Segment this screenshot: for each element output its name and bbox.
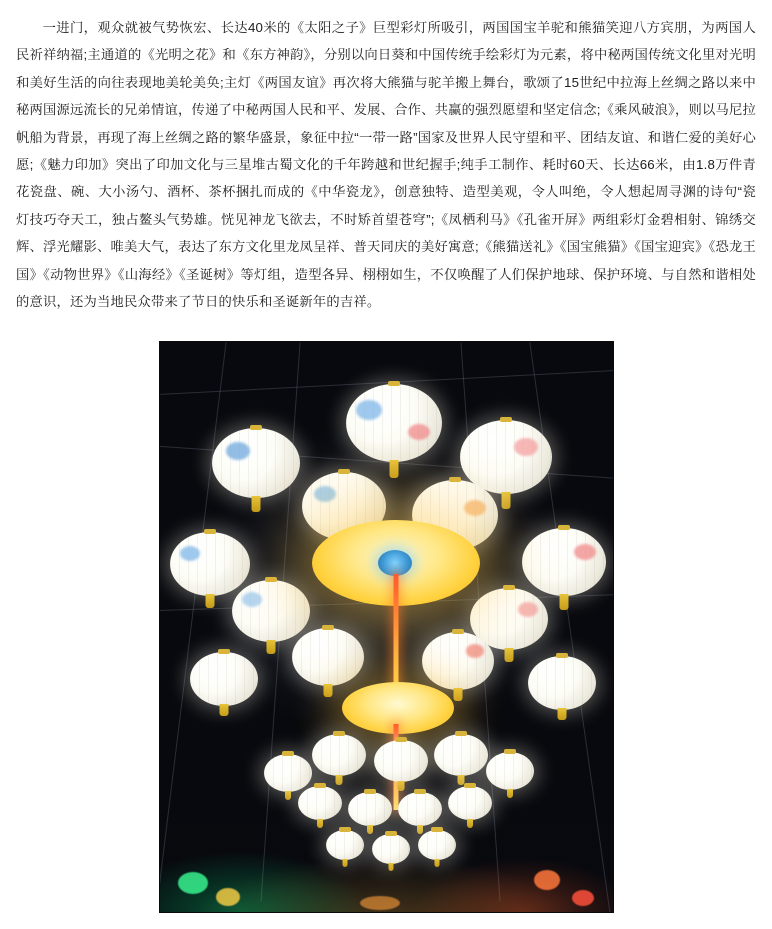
article-paragraph: 一进门，观众就被气势恢宏、长达40米的《太阳之子》巨型彩灯所吸引，两国国宝羊驼和熊猫笑迎八方宾朋，为两国人民祈祥纳福;主通道的《光明之花》和《东方神韵》，分别以向日葵和中国传统手绘彩灯为元素，将中秘两国传统文化里对光明和美好生活的向往表现地美轮美奂;主灯《两国友谊》再次将大熊猫与驼羊搬上舞台，歌颂了15世纪中拉海上丝绸之路以来中秘两国源远流长的兄弟情谊，传递了中秘两国人民和平、发展、合作、共赢的强烈愿望和坚定信念;《乘风破浪》，则以马尼拉帆船为背景，再现了海上丝绸之路的繁华盛景，象征中拉“一带一路”国家及世界人民守望和平、团结友谊、和谐仁爱的美好心愿;《魅力印加》突出了印加文化与三星堆古蜀文化的千年跨越和世纪握手;纯手工制作、耗时60天、长达66米，由1.8万件青花瓷盘、碗、大小汤勺、酒杯、茶杯捆扎而成的《中华瓷龙》，创意独特、造型美观，令人叫绝，令人想起周寻渊的诗句“瓷灯技巧夺天工，独占鳌头气势雄。恍见神龙飞欲去，不时矫首望苍穹”;《凤栖利马》《孔雀开屏》两组彩灯金碧相射、锦绣交辉、浮光耀影、唯美大气，表达了东方文化里龙凤呈祥、普天同庆的美好寓意;《熊猫送礼》《国宝熊猫》《国宝迎宾》《恐龙王国》《动物世界》《山海经》《圣诞树》等灯组，造型各异、栩栩如生，不仅唤醒了人们保护地球、保护环境、与自然和谐相处的意识，还为当地民众带来了节日的快乐和圣诞新年的吉祥。 xyxy=(16,20,756,309)
light-stem xyxy=(393,574,398,686)
lantern-globe xyxy=(522,528,606,596)
article-body xyxy=(16,14,756,315)
lantern-globe xyxy=(212,428,300,498)
ground-light xyxy=(178,872,208,894)
lantern-globe xyxy=(170,532,250,596)
lantern-globe xyxy=(312,734,366,776)
flower-core xyxy=(378,550,412,576)
lantern-festival-photo xyxy=(159,341,614,913)
lantern-globe xyxy=(190,652,258,706)
lantern-globe xyxy=(292,628,364,686)
ground-light xyxy=(216,888,240,906)
lantern-globe xyxy=(346,384,442,462)
lantern-globe xyxy=(528,656,596,710)
figure-container xyxy=(16,341,756,913)
lantern-globe xyxy=(486,752,534,790)
lantern-globe xyxy=(298,786,342,820)
lantern-globe xyxy=(264,754,312,792)
ground-light xyxy=(534,870,560,890)
lantern-globe xyxy=(448,786,492,820)
lantern-globe xyxy=(422,632,494,690)
lantern-globe xyxy=(434,734,488,776)
lantern-globe xyxy=(232,580,310,642)
lantern-globe xyxy=(374,740,428,782)
ground-light xyxy=(572,890,594,906)
